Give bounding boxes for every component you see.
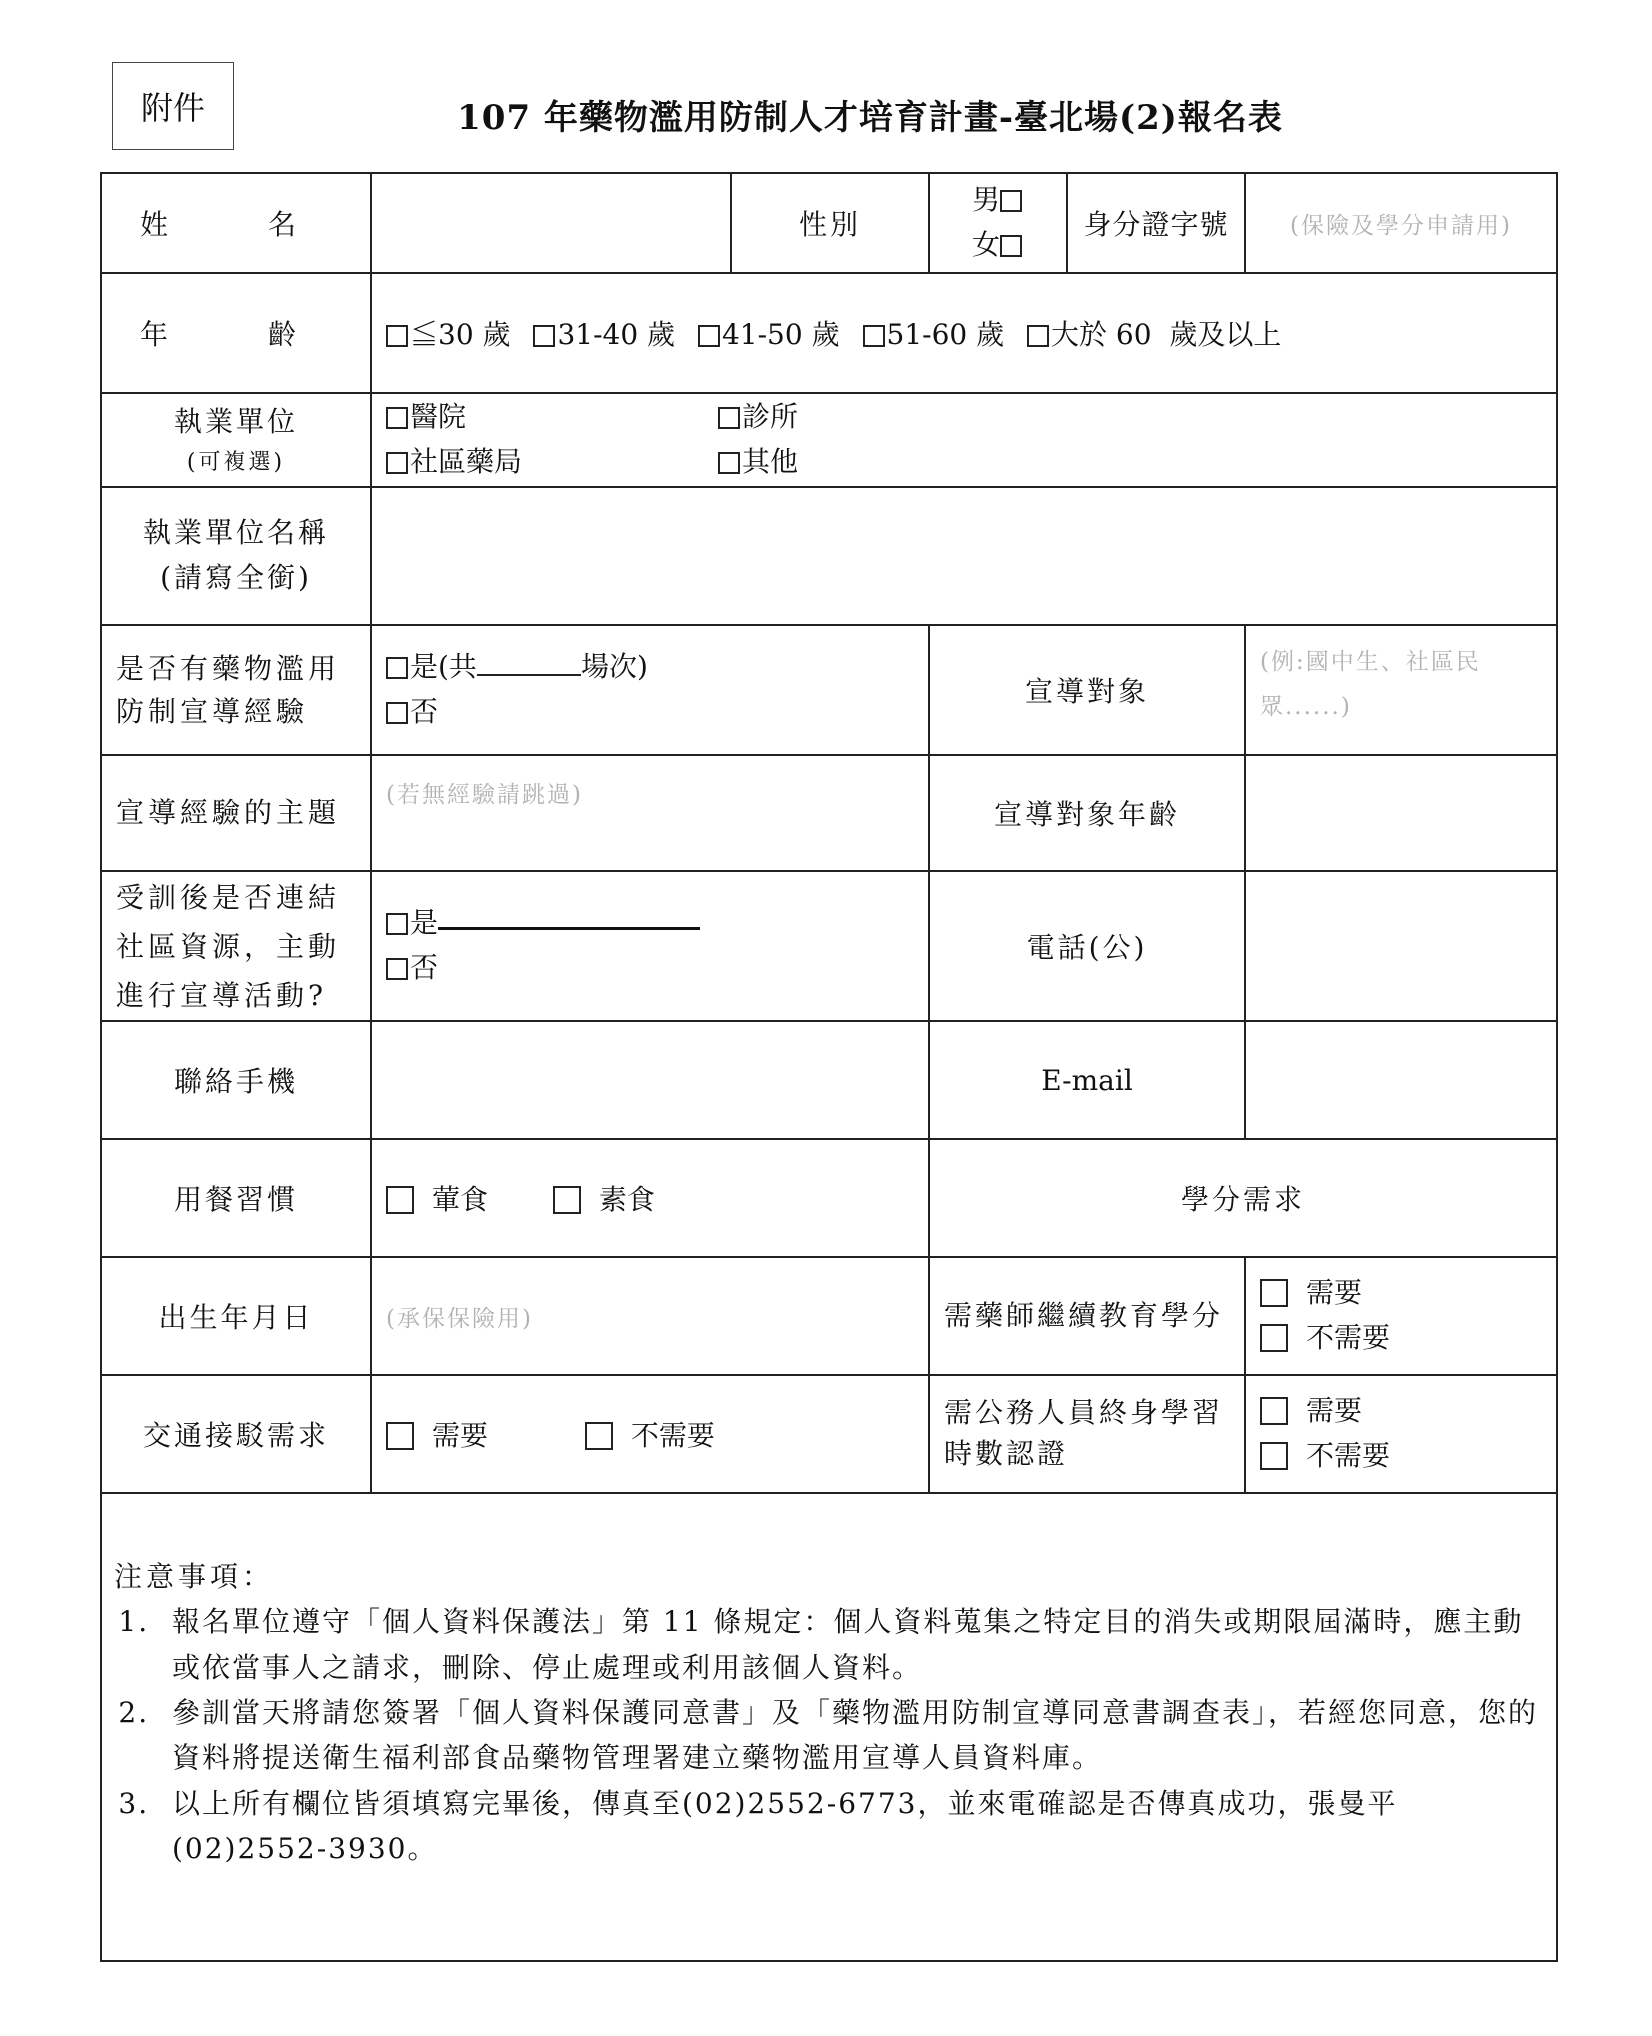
experience-label: 是否有藥物濫用防制宣導經驗 [101,625,371,755]
topic-label: 宣導經驗的主題 [101,755,371,871]
checkbox-icon[interactable] [386,1186,414,1214]
checkbox-icon[interactable] [553,1186,581,1214]
community-no-option[interactable]: 否 [386,946,914,991]
transport-options [371,1375,929,1493]
community-yes-option[interactable]: 是 [386,901,914,946]
checkbox-icon[interactable] [863,325,885,347]
audience-hint: (例:國中生、社區民眾......) [1260,649,1481,720]
checkbox-icon[interactable] [533,325,555,347]
checkbox-icon[interactable] [1260,1279,1288,1307]
pharmacist-credit-label: 需藥師繼續教育學分 [929,1257,1245,1375]
transport-no-need-option[interactable]: 不需要 [585,1419,715,1452]
pharmacist-credit-options [1245,1257,1557,1375]
registration-form [100,172,1558,1962]
checkbox-icon[interactable] [698,325,720,347]
age-option-4[interactable]: 51-60 歲 [863,318,1005,351]
birth-hint: (承保保險用) [386,1305,533,1332]
age-label: 年 齡 [101,273,371,393]
checkbox-icon[interactable] [585,1422,613,1450]
meal-option-meat[interactable]: 葷食 [386,1183,488,1216]
workplace-name-label: 執業單位名稱 (請寫全銜) [101,487,371,625]
form-title: 107 年藥物濫用防制人才培育計畫-臺北場(2)報名表 [457,98,1283,138]
pharmacist-no-need-option[interactable]: 不需要 [1260,1316,1542,1361]
civil-need-option[interactable]: 需要 [1260,1389,1542,1434]
audience-age-input-cell[interactable] [1245,755,1557,871]
checkbox-icon[interactable] [386,407,408,429]
checkbox-icon[interactable] [1260,1324,1288,1352]
checkbox-icon[interactable] [386,1422,414,1450]
meal-options [371,1139,929,1257]
checkbox-icon[interactable] [1000,190,1022,212]
workplace-name-input-cell[interactable] [371,487,1557,625]
workplace-option-other[interactable]: 其他 [718,440,798,485]
name-input-cell[interactable] [371,173,731,273]
civil-no-need-option[interactable]: 不需要 [1260,1434,1542,1479]
birth-input-cell[interactable] [371,1257,929,1375]
transport-need-option[interactable]: 需要 [386,1419,488,1452]
checkbox-icon[interactable] [718,452,740,474]
meal-option-veg[interactable]: 素食 [553,1183,655,1216]
pharmacist-need-option[interactable]: 需要 [1260,1271,1542,1316]
workplace-option-hospital[interactable]: 醫院 [386,395,718,440]
transport-label: 交通接駁需求 [101,1375,371,1493]
phone-input-cell[interactable] [1245,871,1557,1021]
civil-credit-label: 需公務人員終身學習時數認證 [929,1375,1245,1493]
audience-label: 宣導對象 [929,625,1245,755]
credit-label: 學分需求 [929,1139,1557,1257]
gender-options [929,173,1067,273]
mobile-label: 聯絡手機 [101,1021,371,1139]
checkbox-icon[interactable] [386,325,408,347]
gender-male-option[interactable]: 男 [930,178,1066,223]
id-hint: (保險及學分申請用) [1290,212,1512,239]
attachment-label: 附件 [112,62,234,150]
id-input-cell[interactable] [1245,173,1557,273]
notes-heading: 注意事項： [114,1560,275,1593]
age-option-2[interactable]: 31-40 歲 [533,318,675,351]
checkbox-icon[interactable] [1260,1397,1288,1425]
checkbox-icon[interactable] [718,407,740,429]
workplace-options [371,393,1557,487]
checkbox-icon[interactable] [386,657,408,679]
audience-age-label: 宣導對象年齡 [929,755,1245,871]
checkbox-icon[interactable] [1260,1442,1288,1470]
community-label: 受訓後是否連結社區資源，主動進行宣導活動? [101,871,371,1021]
id-label: 身分證字號 [1067,173,1245,273]
notes-list [114,1599,1544,1871]
audience-input-cell[interactable] [1245,625,1557,755]
name-label: 姓 名 [101,173,371,273]
checkbox-icon[interactable] [386,913,408,935]
birth-label: 出生年月日 [101,1257,371,1375]
age-options [371,273,1557,393]
workplace-label: 執業單位 (可複選) [101,393,371,487]
meal-label: 用餐習慣 [101,1139,371,1257]
note-item: 1. 報名單位遵守「個人資料保護法」第 11 條規定：個人資料蒐集之特定目的消失或期限屆滿時，應主動或依當事人之請求，刪除、停止處理或利用該個人資料。 [160,1599,1544,1690]
phone-label: 電話(公) [929,871,1245,1021]
note-item: 2. 參訓當天將請您簽署「個人資料保護同意書」及「藥物濫用防制宣導同意書調查表」，若經您同意，您的資料將提送衛生福利部食品藥物管理署建立藥物濫用宣導人員資料庫。 [160,1690,1544,1781]
checkbox-icon[interactable] [386,452,408,474]
age-option-3[interactable]: 41-50 歲 [698,318,840,351]
checkbox-icon[interactable] [386,702,408,724]
gender-female-option[interactable]: 女 [930,223,1066,268]
experience-options [371,625,929,755]
email-input-cell[interactable] [1245,1021,1557,1139]
community-yes-blank[interactable] [438,927,700,930]
community-options [371,871,929,1021]
topic-input-cell[interactable] [371,755,929,871]
email-label: E-mail [929,1021,1245,1139]
experience-no-option[interactable]: 否 [386,690,914,735]
workplace-option-pharmacy[interactable]: 社區藥局 [386,440,718,485]
mobile-input-cell[interactable] [371,1021,929,1139]
gender-label: 性別 [731,173,929,273]
civil-credit-options [1245,1375,1557,1493]
experience-yes-option[interactable]: 是(共 場次) [386,645,914,690]
checkbox-icon[interactable] [386,958,408,980]
workplace-option-clinic[interactable]: 診所 [718,395,798,440]
topic-hint: (若無經驗請跳過) [386,782,583,808]
session-count-blank[interactable] [477,674,581,676]
checkbox-icon[interactable] [1000,235,1022,257]
age-option-1[interactable]: ≦30 歲 [386,318,511,351]
notes-section [101,1493,1557,1961]
checkbox-icon[interactable] [1027,325,1049,347]
note-item: 3. 以上所有欄位皆須填寫完畢後，傳真至(02)2552-6773，並來電確認是否傳真成功，張曼平(02)2552-3930。 [160,1781,1544,1872]
age-option-5[interactable]: 大於 60 歲及以上 [1027,318,1281,351]
